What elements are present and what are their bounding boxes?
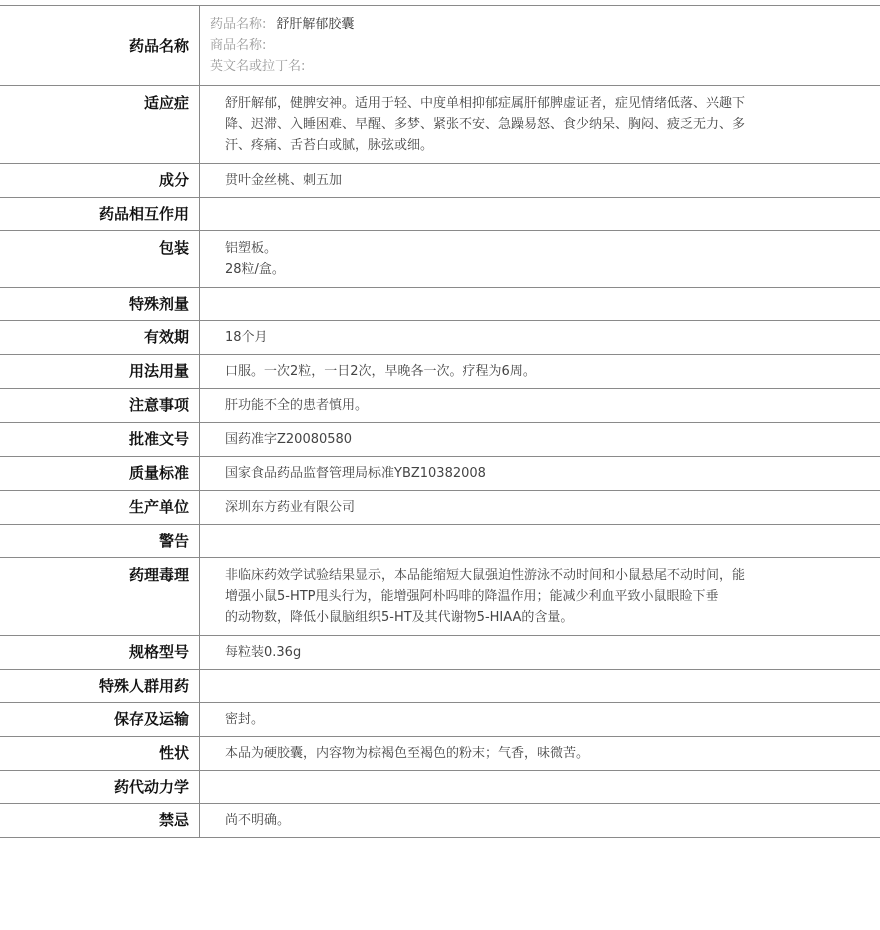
row-label: 特殊人群用药 <box>0 670 200 703</box>
row-value <box>200 636 880 670</box>
row-value <box>200 423 880 457</box>
table-row-precautions <box>0 389 880 423</box>
row-value <box>200 737 880 771</box>
row-label: 适应症 <box>0 86 200 164</box>
value-line: 肝功能不全的患者慎用。 <box>225 398 369 413</box>
row-value <box>200 198 880 231</box>
row-value <box>200 457 880 491</box>
row-value <box>200 321 880 355</box>
table-row-packaging <box>0 231 880 288</box>
row-label: 药代动力学 <box>0 771 200 804</box>
value-line: 非临床药效学试验结果显示，本品能缩短大鼠强迫性游泳不动时间和小鼠悬尾不动时间，能 <box>225 568 746 583</box>
table-row-special_dosage <box>0 288 880 321</box>
value-line: 国药准字Z20080580 <box>225 432 353 447</box>
drug-spec-table <box>0 5 880 838</box>
row-label: 规格型号 <box>0 636 200 670</box>
value-line: 密封。 <box>225 712 265 727</box>
value-line: 铝塑板。 <box>225 241 278 256</box>
table-row-name <box>0 6 880 86</box>
row-value <box>200 771 880 804</box>
table-row-manufacturer <box>0 491 880 525</box>
row-label: 保存及运输 <box>0 703 200 737</box>
row-value <box>200 389 880 423</box>
value-line: 18个月 <box>225 330 268 345</box>
table-row-pharmacology <box>0 558 880 636</box>
table-row-indications <box>0 86 880 164</box>
row-value <box>200 288 880 321</box>
table-row-shelf_life <box>0 321 880 355</box>
table-row-approval_number <box>0 423 880 457</box>
generic-name-label: 药品名称: <box>210 17 267 32</box>
table-row-pharmacokinetics <box>0 771 880 804</box>
trade-name-label: 商品名称: <box>210 38 267 53</box>
value-line: 每粒装0.36g <box>225 645 302 660</box>
drug-spec-sheet <box>0 5 880 838</box>
row-label: 有效期 <box>0 321 200 355</box>
table-row-interactions <box>0 198 880 231</box>
english-name-label: 英文名或拉丁名: <box>210 59 306 74</box>
row-value <box>200 164 880 198</box>
table-row-storage <box>0 703 880 737</box>
value-line: 增强小鼠5-HTP甩头行为，能增强阿朴吗啡的降温作用；能减少利血平致小鼠眼睑下垂 <box>225 589 719 604</box>
value-line: 汗、疼痛、舌苔白或腻，脉弦或细。 <box>225 138 434 153</box>
generic-name-value: 舒肝解郁胶囊 <box>276 17 355 32</box>
value-line: 舒肝解郁，健脾安神。适用于轻、中度单相抑郁症属肝郁脾虚证者，症见情绪低落、兴趣下 <box>225 96 746 111</box>
row-value <box>200 355 880 389</box>
row-value <box>200 670 880 703</box>
value-line: 口服。一次2粒，一日2次，早晚各一次。疗程为6周。 <box>225 364 536 379</box>
row-label: 成分 <box>0 164 200 198</box>
value-line: 的动物数，降低小鼠脑组织5-HT及其代谢物5-HIAA的含量。 <box>225 610 574 625</box>
table-row-description <box>0 737 880 771</box>
row-label: 禁忌 <box>0 804 200 838</box>
value-line: 降、迟滞、入睡困难、早醒、多梦、紧张不安、急躁易怒、食少纳呆、胸闷、疲乏无力、多 <box>225 117 746 132</box>
row-value <box>200 804 880 838</box>
row-label: 生产单位 <box>0 491 200 525</box>
table-row-special_population <box>0 670 880 703</box>
row-label: 警告 <box>0 525 200 558</box>
row-label: 质量标准 <box>0 457 200 491</box>
row-label: 药品名称 <box>0 6 200 86</box>
generic-name-line <box>210 14 820 35</box>
row-value <box>200 491 880 525</box>
table-row-contraindications <box>0 804 880 838</box>
table-row-quality_standard <box>0 457 880 491</box>
table-row-specification <box>0 636 880 670</box>
row-label: 药品相互作用 <box>0 198 200 231</box>
english-name-line <box>210 56 820 77</box>
trade-name-line <box>210 35 820 56</box>
row-label: 性状 <box>0 737 200 771</box>
value-line: 贯叶金丝桃、刺五加 <box>225 173 343 188</box>
row-value <box>200 6 880 86</box>
row-label: 注意事项 <box>0 389 200 423</box>
value-line: 本品为硬胶囊，内容物为棕褐色至褐色的粉末；气香，味微苦。 <box>225 746 590 761</box>
value-line: 28粒/盒。 <box>225 262 285 277</box>
row-value <box>200 558 880 636</box>
table-row-warning <box>0 525 880 558</box>
row-label: 用法用量 <box>0 355 200 389</box>
row-value <box>200 231 880 288</box>
table-row-dosage <box>0 355 880 389</box>
row-label: 特殊剂量 <box>0 288 200 321</box>
row-value <box>200 525 880 558</box>
row-label: 药理毒理 <box>0 558 200 636</box>
row-label: 批准文号 <box>0 423 200 457</box>
row-label: 包装 <box>0 231 200 288</box>
value-line: 尚不明确。 <box>225 813 291 828</box>
row-value <box>200 86 880 164</box>
value-line: 深圳东方药业有限公司 <box>225 500 356 515</box>
table-row-ingredients <box>0 164 880 198</box>
value-line: 国家食品药品监督管理局标准YBZ10382008 <box>225 466 486 481</box>
row-value <box>200 703 880 737</box>
